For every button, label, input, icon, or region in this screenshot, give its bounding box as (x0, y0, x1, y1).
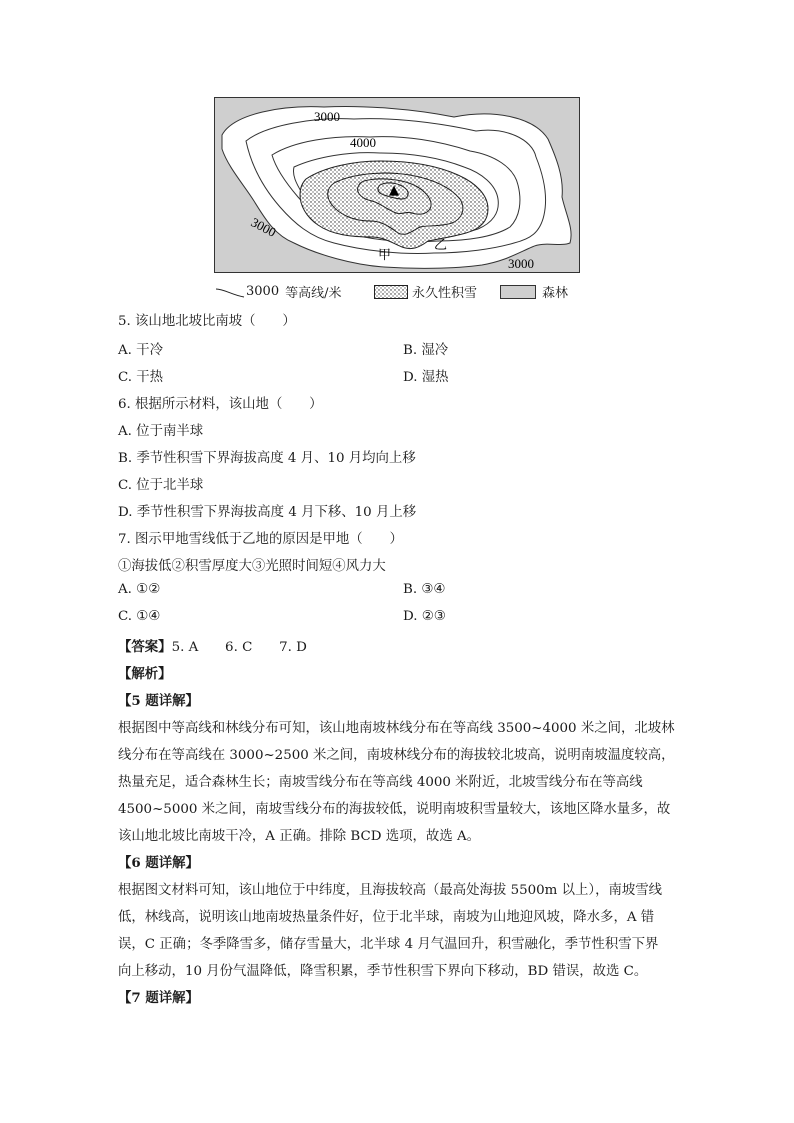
option: D. ②③ (403, 609, 446, 624)
answer-label: 【答案】 (118, 639, 172, 655)
option: B. ③④ (403, 582, 446, 597)
legend-contour (214, 282, 341, 301)
question-7-sub: ①海拔低②积雪厚度大③光照时间短④风力大 (118, 559, 386, 574)
option: A. ①② (118, 582, 161, 597)
contour-line-icon (214, 285, 246, 299)
detail-5-heading: 【5 题详解】 (118, 693, 199, 709)
detail-6-line: 低，林线高，说明该山地南坡热量条件好，位于北半球，南坡为山地迎风坡，降水多，A 错 (118, 910, 655, 925)
place-label-yi: 乙 (434, 238, 448, 253)
detail-5-line: 线分布在等高线在 3000~2500 米之间，南坡林线分布的海拔较北坡高，说明南坡温度较高， (118, 748, 675, 763)
question-5-stem: 5. 该山地北坡比南坡（ ） (118, 314, 296, 329)
analysis-heading: 【解析】 (118, 666, 172, 682)
option: D. 季节性积雪下界海拔高度 4 月下移、10 月上移 (118, 505, 417, 520)
place-label-jia: 甲 (378, 248, 392, 263)
contour-label: 4000 (350, 135, 376, 150)
contour-map (214, 97, 580, 273)
detail-6-line: 向上移动，10 月份气温降低，降雪积累，季节性积雪下界向下移动，BD 错误，故选 C。 (118, 964, 648, 979)
answer-line (118, 636, 307, 655)
snow-swatch-icon (374, 285, 408, 299)
option: A. 位于南半球 (118, 424, 204, 439)
detail-5-line: 该山地北坡比南坡干冷，A 正确。排除 BCD 选项，故选 A。 (118, 829, 481, 844)
contour-label: 3000 (248, 214, 279, 240)
option: B. 湿冷 (403, 343, 449, 358)
legend-contour-label: 等高线/米 (285, 286, 342, 301)
legend-contour-value: 3000 (246, 284, 280, 299)
contour-map-figure (214, 97, 580, 273)
map-legend (214, 280, 594, 302)
option: A. 干冷 (118, 343, 163, 358)
contour-label: 3000 (508, 256, 534, 271)
detail-5-line: 根据图中等高线和林线分布可知，该山地南坡林线分布在等高线 3500~4000 米之间，北坡林 (118, 721, 675, 736)
forest-swatch-icon (500, 285, 536, 299)
contour-label: 3000 (314, 109, 340, 124)
option: D. 湿热 (403, 370, 449, 385)
legend-forest-label: 森林 (542, 286, 569, 301)
peak-icon: ▲ (389, 183, 399, 198)
legend-snow (374, 282, 477, 301)
detail-6-line: 误，C 正确；冬季降雪多，储存雪量大，北半球 4 月气温回升，积雪融化，季节性积雪下界 (118, 937, 659, 952)
detail-7-heading: 【7 题详解】 (118, 990, 199, 1006)
option: C. ①④ (118, 609, 161, 624)
option: B. 季节性积雪下界海拔高度 4 月、10 月均向上移 (118, 451, 416, 466)
legend-snow-label: 永久性积雪 (412, 286, 478, 301)
question-7-stem: 7. 图示甲地雪线低于乙地的原因是甲地（ ） (118, 532, 403, 547)
option: C. 位于北半球 (118, 478, 204, 493)
detail-6-line: 根据图文材料可知，该山地位于中纬度，且海拔较高（最高处海拔 5500m 以上），南坡雪线 (118, 883, 663, 898)
detail-5-line: 4500~5000 米之间，南坡雪线分布的海拔较低，说明南坡积雪量较大，该地区降水量多，故 (118, 802, 671, 817)
detail-6-heading: 【6 题详解】 (118, 855, 199, 871)
option: C. 干热 (118, 370, 164, 385)
legend-forest (500, 282, 568, 301)
detail-5-line: 热量充足，适合森林生长；南坡雪线分布在等高线 4000 米附近，北坡雪线分布在等高线 (118, 775, 643, 790)
answer-text: 5. A 6. C 7. D (171, 640, 307, 655)
question-6-stem: 6. 根据所示材料，该山地（ ） (118, 397, 323, 412)
